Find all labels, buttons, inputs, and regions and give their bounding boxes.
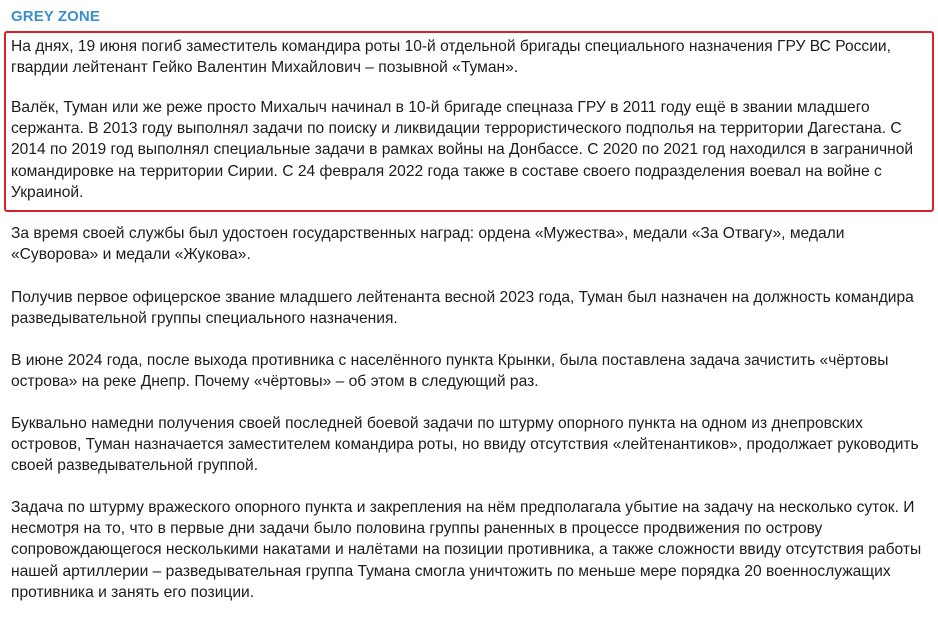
post-paragraph-3: За время своей службы был удостоен государственных наград: ордена «Мужества», медали «За Отвагу», медали «Суворова» и медали «Жукова». bbox=[11, 225, 845, 264]
post-paragraph-5: В июне 2024 года, после выхода противника с населённого пункта Крынки, была поставлена задача зачистить «чёртовы острова» на реке Днепр. Почему «чёртовы» – об этом в следующий раз. bbox=[11, 352, 889, 391]
post-paragraph-6: Буквально намедни получения своей последней боевой задачи по штурму опорного пункта на одном из днепровских островов, Туман назначается заместителем командира роты, но ввиду отсутствия «лейтенантиков», продолжает руководить своей разведывательной группой. bbox=[11, 415, 919, 475]
post-paragraph-4: Получив первое офицерское звание младшего лейтенанта весной 2023 года, Туман был назначен на должность командира разведывательной группы специального назначения. bbox=[11, 289, 914, 328]
post-paragraph-7: Задача по штурму вражеского опорного пункта и закрепления на нём предполагала убытие на задачу на несколько суток. И несмотря на то, что в первые дни задачи было половина группы раненных в процессе продвижения по острову сопровождающегося несколькими накатами и налётами на позиции противника, а также сложности ввиду отсутствия работы нашей артиллерии – разведывательная группа Тумана смогла уничтожить по меньше мере порядка 20 военнослужащих противника и занять его позиции. bbox=[11, 499, 922, 601]
channel-name-link[interactable]: GREY ZONE bbox=[11, 8, 100, 25]
post-paragraph-1: На днях, 19 июня погиб заместитель командира роты 10-й отдельной бригады специального назначения ГРУ ВС России, гвардии лейтенант Гейко Валентин Михайлович – позывной «Туман». bbox=[11, 38, 891, 77]
post-paragraph-2: Валёк, Туман или же реже просто Михалыч начинал в 10-й бригаде спецназа ГРУ в 2011 году ещё в звании младшего сержанта. В 2013 году выполнял задачи по поиску и ликвидации террористического подполья на территории Дагестана. С 2014 по 2019 год выполнял специальные задачи в рамках войны на Донбассе. С 2020 по 2021 год находился в заграничной командировке на территории Сирии. С 24 февраля 2022 года также в составе своего подразделения воевал на войне с Украиной. bbox=[11, 99, 914, 201]
